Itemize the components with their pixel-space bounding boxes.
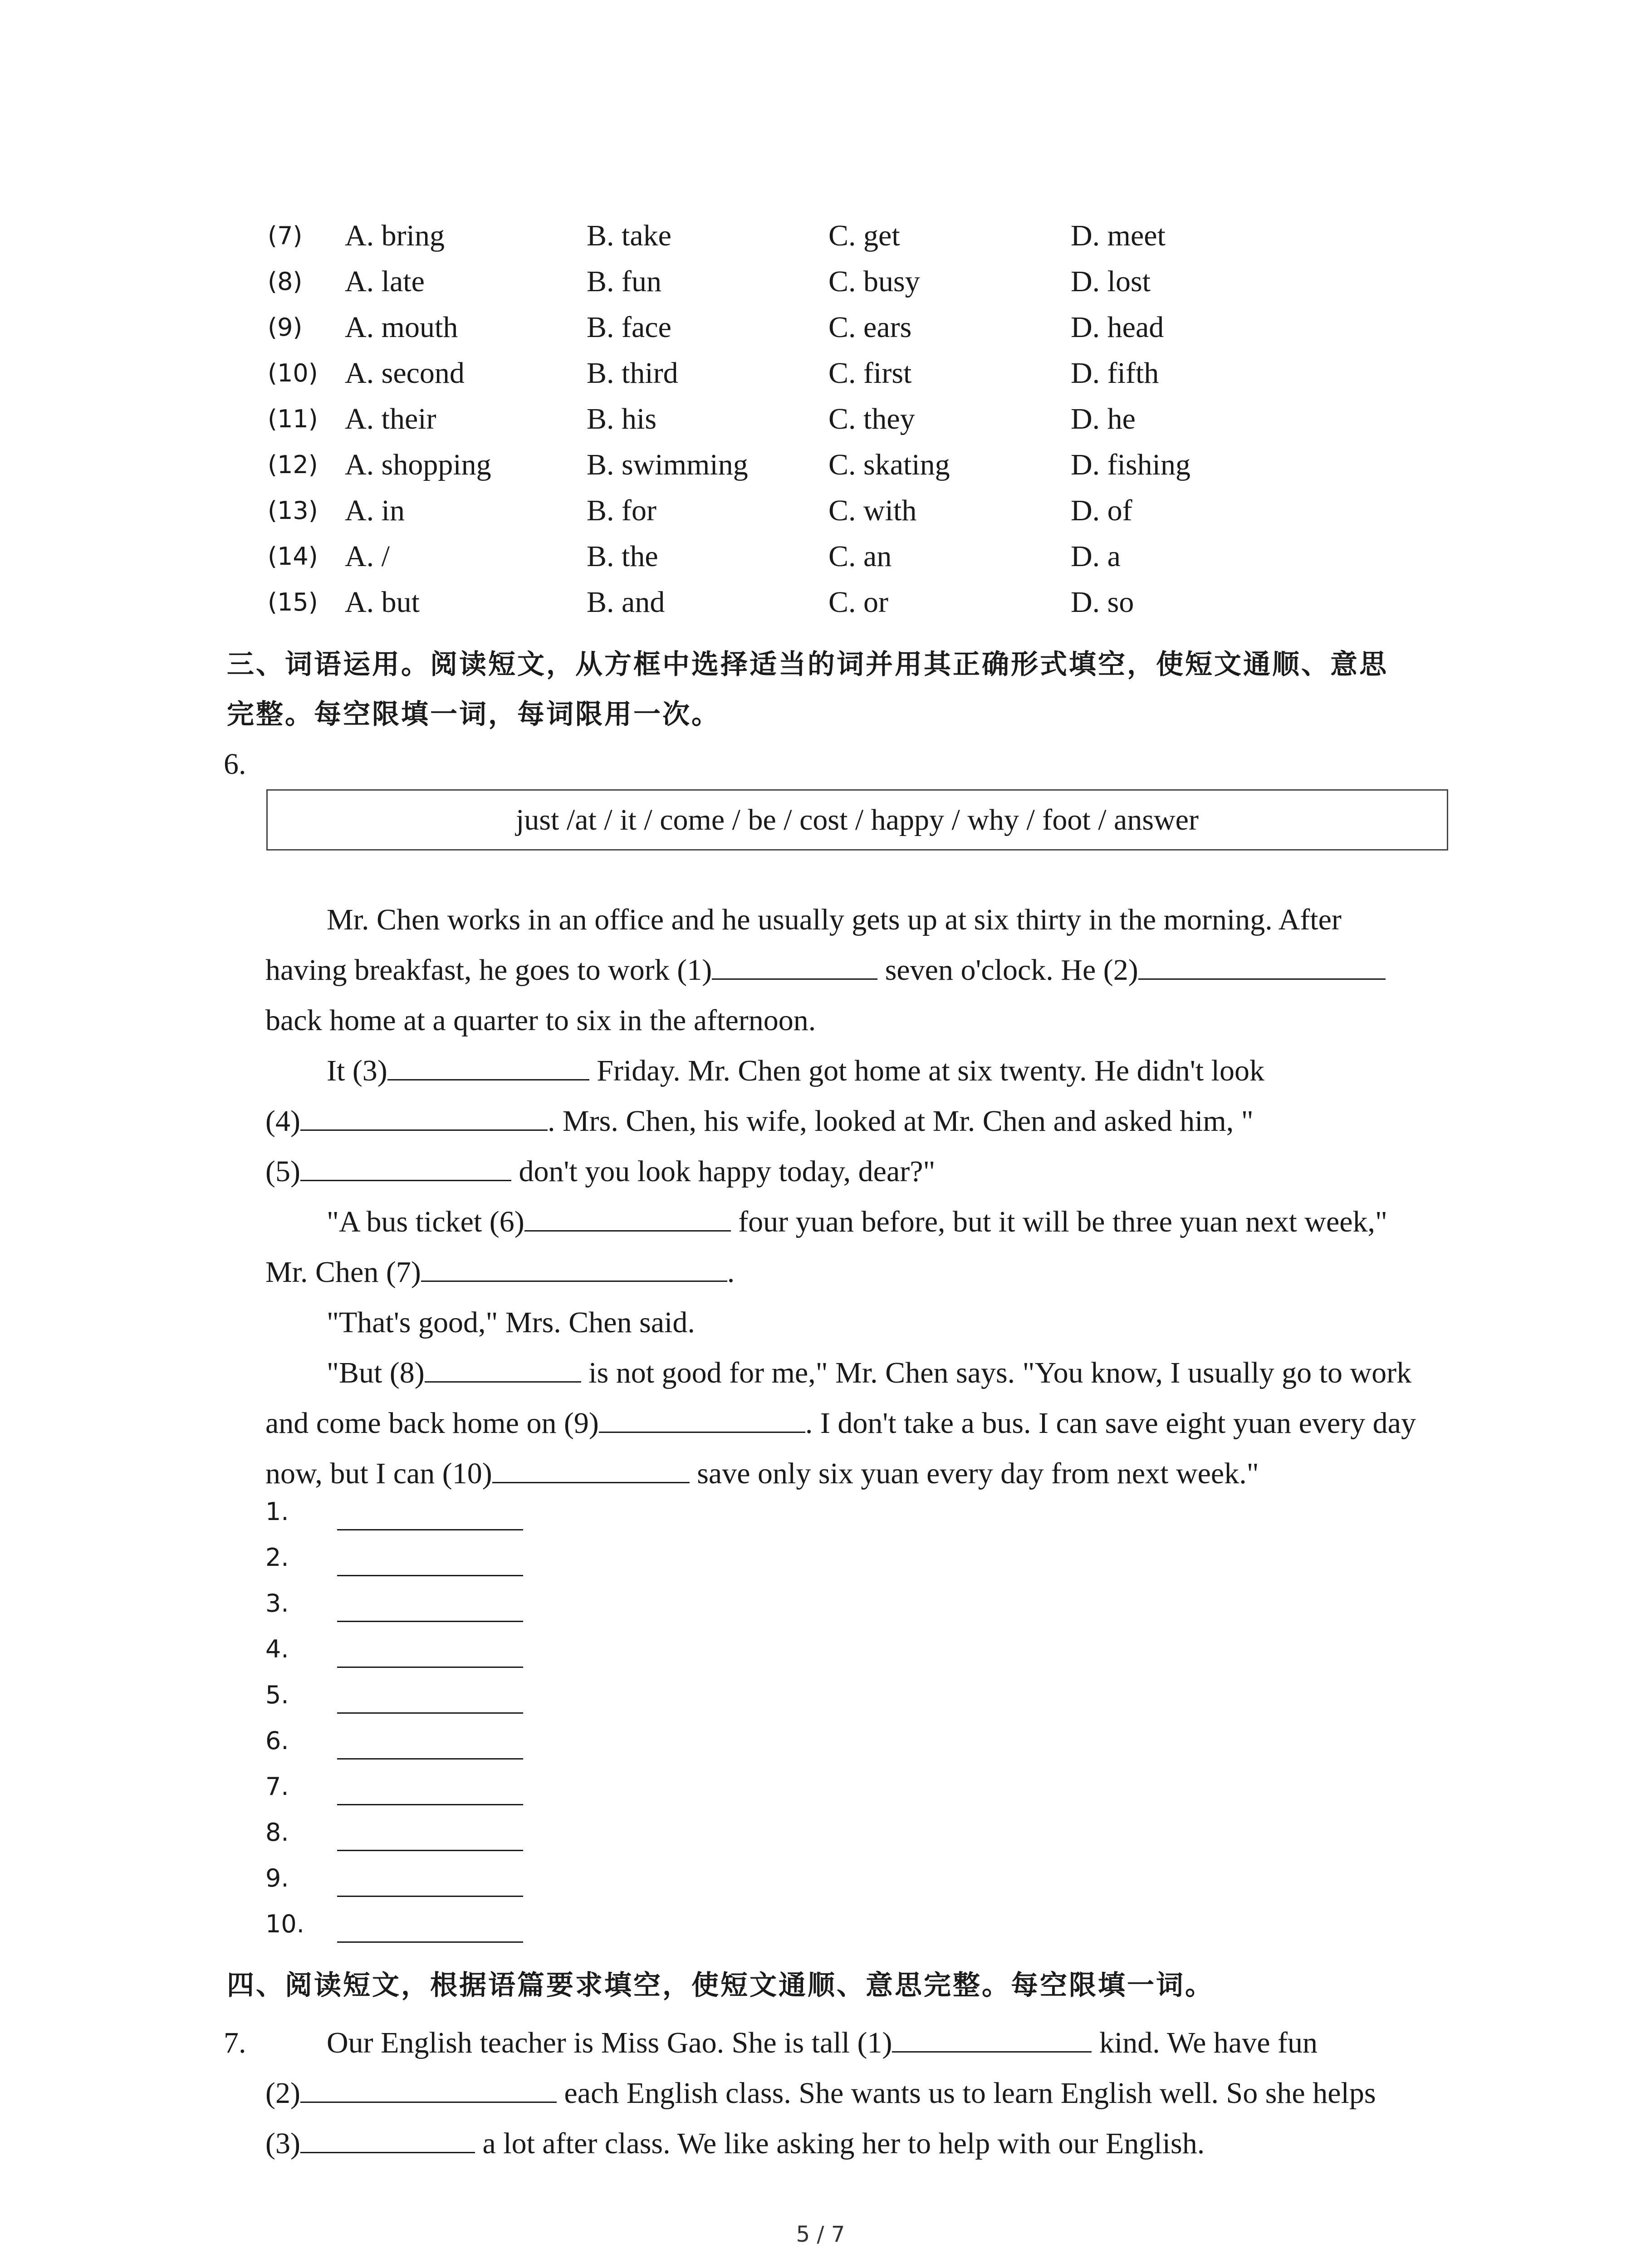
option-a[interactable]: A. in [345, 494, 405, 527]
option-d[interactable]: D. fishing [1071, 448, 1190, 481]
option-number: (14) [268, 542, 318, 571]
answer-number: 2. [265, 1543, 289, 1572]
passage-text: . Mrs. Chen, his wife, looked at Mr. Chen and asked him, " [547, 1105, 1254, 1138]
answer-blank[interactable] [337, 1850, 523, 1851]
answer-number: 5. [265, 1681, 289, 1709]
answer-row [265, 1581, 583, 1626]
passage-line [265, 1348, 1454, 1398]
answer-number: 10. [265, 1910, 304, 1938]
option-row [0, 213, 1641, 259]
option-d[interactable]: D. fifth [1071, 357, 1159, 390]
answer-row [265, 1718, 583, 1764]
option-row [0, 442, 1641, 488]
passage-line [265, 1297, 1454, 1348]
option-b[interactable]: B. swimming [587, 448, 748, 481]
question-number-6: 6. [224, 748, 246, 781]
answer-number: 7. [265, 1772, 289, 1801]
blank-6[interactable] [524, 1200, 731, 1232]
passage-text: back home at a quarter to six in the afternoon. [265, 1004, 816, 1037]
option-number: (9) [268, 313, 303, 342]
option-d[interactable]: D. he [1071, 402, 1136, 435]
option-row [0, 351, 1641, 396]
option-c[interactable]: C. ears [828, 311, 912, 344]
passage-text: having breakfast, he goes to work (1) [265, 953, 712, 987]
passage-text: four yuan before, but it will be three yuan next week," [730, 1205, 1387, 1238]
answer-row [265, 1627, 583, 1672]
answer-number: 9. [265, 1864, 289, 1892]
passage-text: a lot after class. We like asking her to help with our English. [475, 2127, 1205, 2160]
option-a[interactable]: A. late [345, 265, 425, 298]
passage-line [265, 945, 1454, 995]
answer-blank[interactable] [337, 1529, 523, 1530]
blank-q7-2[interactable] [300, 2072, 557, 2103]
section-3-heading-line1: 三、词语运用。阅读短文，从方框中选择适当的词并用其正确形式填空，使短文通顺、意思 [227, 649, 1388, 680]
passage-text: kind. We have fun [1092, 2026, 1318, 2059]
blank-2[interactable] [1138, 948, 1386, 980]
answer-row [265, 1810, 583, 1855]
option-d[interactable]: D. of [1071, 494, 1132, 527]
option-c[interactable]: C. or [828, 586, 888, 619]
passage-line [265, 1197, 1454, 1247]
blank-8[interactable] [425, 1351, 581, 1383]
option-d[interactable]: D. meet [1071, 219, 1166, 252]
blank-1[interactable] [712, 948, 877, 980]
passage-line [265, 1096, 1454, 1146]
answer-number: 6. [265, 1726, 289, 1755]
option-b[interactable]: B. the [587, 540, 658, 573]
option-number: (15) [268, 588, 318, 616]
section-4-heading: 四、阅读短文，根据语篇要求填空，使短文通顺、意思完整。每空限填一词。 [227, 1970, 1214, 2001]
answer-blank[interactable] [337, 1804, 523, 1805]
option-row [0, 396, 1641, 442]
answer-row [265, 1535, 583, 1580]
passage-line [265, 1247, 1454, 1297]
passage-line [265, 1046, 1454, 1096]
option-a[interactable]: A. second [345, 357, 465, 390]
answer-number: 1. [265, 1497, 289, 1526]
option-a[interactable]: A. / [345, 540, 390, 573]
option-c[interactable]: C. they [828, 402, 915, 435]
blank-9[interactable] [599, 1402, 805, 1433]
passage-line [265, 1146, 1454, 1197]
passage-text: Mr. Chen (7) [265, 1256, 421, 1289]
passage-text: (5) [265, 1155, 300, 1188]
passage-text: (3) [265, 2127, 300, 2160]
passage-text: "A bus ticket (6) [327, 1205, 524, 1238]
answer-row [265, 1764, 583, 1809]
answer-number: 3. [265, 1589, 289, 1618]
passage-text: save only six yuan every day from next week." [689, 1457, 1259, 1490]
answer-blank[interactable] [337, 1575, 523, 1576]
passage-line [265, 1398, 1454, 1448]
option-row [0, 305, 1641, 350]
option-b[interactable]: B. for [587, 494, 656, 527]
passage-line [265, 995, 1454, 1046]
blank-7[interactable] [421, 1251, 727, 1282]
option-row [0, 580, 1641, 625]
option-b[interactable]: B. face [587, 311, 671, 344]
passage-line [265, 2118, 1454, 2169]
blank-5[interactable] [300, 1150, 511, 1181]
section-3-heading [227, 640, 1452, 739]
blank-10[interactable] [492, 1452, 690, 1483]
option-c[interactable]: C. skating [828, 448, 950, 481]
passage-text: Mr. Chen works in an office and he usually gets up at six thirty in the morning. After [327, 903, 1342, 936]
option-c[interactable]: C. first [828, 357, 912, 390]
option-b[interactable]: B. his [587, 402, 657, 435]
option-d[interactable]: D. lost [1071, 265, 1151, 298]
option-a[interactable]: A. their [345, 402, 436, 435]
passage-text: is not good for me," Mr. Chen says. "You know, I usually go to work [581, 1356, 1412, 1389]
section-3-heading-line2: 完整。每空限填一词，每词限用一次。 [227, 699, 720, 730]
blank-4[interactable] [300, 1100, 548, 1131]
option-c[interactable]: C. with [828, 494, 917, 527]
option-a[interactable]: A. shopping [345, 448, 491, 481]
passage-text: each English class. She wants us to learn English well. So she helps [556, 2077, 1376, 2110]
word-box [266, 789, 1448, 850]
option-b[interactable]: B. take [587, 219, 671, 252]
passage-text: . [727, 1256, 735, 1289]
answer-blank[interactable] [337, 1712, 523, 1714]
passage-text: Our English teacher is Miss Gao. She is tall (1) [327, 2026, 892, 2059]
passage-text: Friday. Mr. Chen got home at six twenty. He didn't look [589, 1054, 1264, 1087]
option-c[interactable]: C. an [828, 540, 892, 573]
option-number: (10) [268, 359, 318, 387]
passage-text: seven o'clock. He (2) [877, 953, 1138, 987]
option-number: (11) [268, 405, 318, 433]
option-b[interactable]: B. third [587, 357, 678, 390]
option-d[interactable]: D. a [1071, 540, 1121, 573]
option-c[interactable]: C. busy [828, 265, 920, 298]
passage-line [265, 2018, 1454, 2068]
passage-text: don't you look happy today, dear?" [511, 1155, 936, 1188]
answer-row [265, 1901, 583, 1947]
option-b[interactable]: B. and [587, 586, 665, 619]
option-row [0, 488, 1641, 533]
passage-7 [265, 2018, 1454, 2169]
option-row [0, 534, 1641, 579]
answer-blank[interactable] [337, 1941, 523, 1943]
blank-3[interactable] [387, 1049, 589, 1080]
passage-text: now, but I can (10) [265, 1457, 492, 1490]
option-d[interactable]: D. so [1071, 586, 1134, 619]
passage-line [265, 894, 1454, 945]
answer-blank[interactable] [337, 1667, 523, 1668]
passage-text: "That's good," Mrs. Chen said. [327, 1306, 695, 1339]
option-c[interactable]: C. get [828, 219, 900, 252]
passage-text: (4) [265, 1105, 300, 1138]
answer-row [265, 1856, 583, 1901]
question-number-7: 7. [224, 2026, 246, 2059]
option-d[interactable]: D. head [1071, 311, 1164, 344]
answer-blank[interactable] [337, 1621, 523, 1622]
option-a[interactable]: A. but [345, 586, 420, 619]
blank-q7-1[interactable] [892, 2021, 1092, 2053]
passage-text: (2) [265, 2077, 300, 2110]
passage-text: . I don't take a bus. I can save eight yuan every day [805, 1407, 1416, 1440]
passage-text: and come back home on (9) [265, 1407, 599, 1440]
answer-row [265, 1489, 583, 1535]
option-a[interactable]: A. bring [345, 219, 445, 252]
option-number: (12) [268, 450, 318, 479]
answer-blank[interactable] [337, 1758, 523, 1760]
passage-6 [265, 894, 1454, 1499]
option-number: (13) [268, 496, 318, 525]
answer-blank[interactable] [337, 1896, 523, 1897]
answer-row [265, 1672, 583, 1718]
page-footer: 5 / 7 [796, 2222, 845, 2247]
answer-number: 8. [265, 1818, 289, 1847]
option-row [0, 259, 1641, 304]
passage-line [265, 2068, 1454, 2118]
option-number: (7) [268, 221, 303, 250]
passage-text: "But (8) [327, 1356, 425, 1389]
option-a[interactable]: A. mouth [345, 311, 458, 344]
word-box-text: just /at / it / come / be / cost / happy / why / foot / answer [516, 803, 1199, 836]
answer-number: 4. [265, 1635, 289, 1663]
blank-q7-3[interactable] [300, 2122, 475, 2153]
option-b[interactable]: B. fun [587, 265, 661, 298]
passage-text: It (3) [327, 1054, 387, 1087]
option-number: (8) [268, 267, 303, 296]
